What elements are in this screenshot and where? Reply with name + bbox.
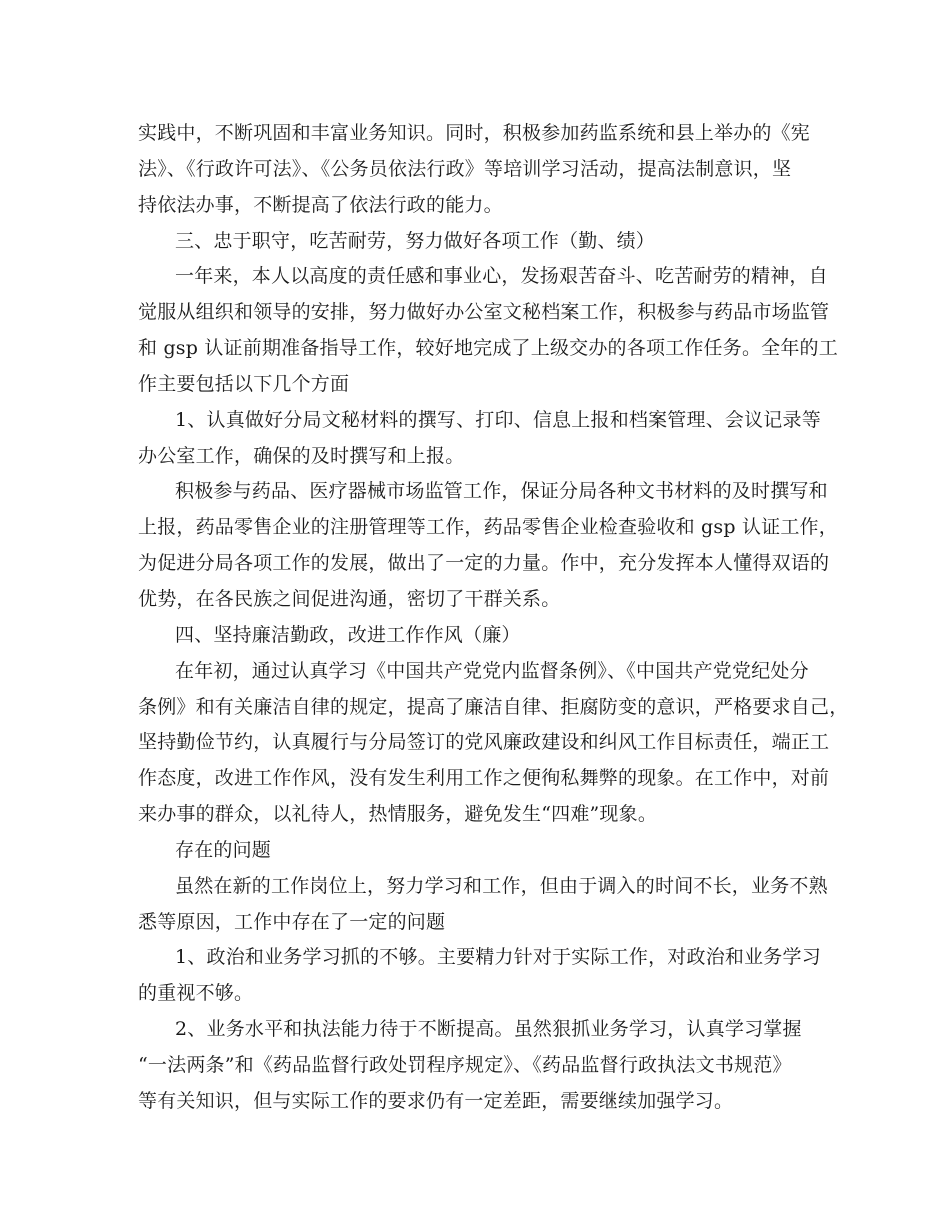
text-line: “一法两条”和《药品监督行政处罚程序规定》、《药品监督行政执法文书规范》	[138, 1053, 792, 1076]
text-line: 和 gsp 认证前期准备指导工作，较好地完成了上级交办的各项工作任务。全年的工	[138, 337, 838, 360]
text-line: 上报，药品零售企业的注册管理等工作，药品零售企业检查验收和 gsp 认证工作，	[138, 516, 838, 539]
text-line: 1、认真做好分局文秘材料的撰写、打印、信息上报和档案管理、会议记录等	[175, 408, 821, 431]
text-line: 四、坚持廉洁勤政，改进工作作风（廉）	[175, 623, 521, 646]
text-line: 一年来，本人以高度的责任感和事业心，发扬艰苦奋斗、吃苦耐劳的精神，自	[175, 265, 828, 288]
text-line: 等有关知识，但与实际工作的要求仍有一定差距，需要继续加强学习。	[138, 1089, 734, 1112]
document-body	[138, 116, 849, 1120]
text-line: 作主要包括以下几个方面	[138, 372, 350, 395]
text-line: 为促进分局各项工作的发展，做出了一定的力量。作中，充分发挥本人懂得双语的	[138, 552, 830, 575]
text-line: 1、政治和业务学习抓的不够。主要精力针对于实际工作，对政治和业务学习	[175, 946, 821, 969]
text-line: 条例》和有关廉洁自律的规定，提高了廉洁自律、拒腐防变的意识，严格要求自己，	[138, 695, 849, 718]
text-line: 坚持勤俭节约，认真履行与分局签订的党风廉政建设和纠风工作目标责任，端正工	[138, 731, 830, 754]
text-line: 实践中，不断巩固和丰富业务知识。同时，积极参加药监系统和县上举办的《宪	[138, 122, 811, 144]
text-line: 积极参与药品、医疗器械市场监管工作，保证分局各种文书材料的及时撰写和	[175, 480, 828, 503]
text-line: 的重视不够。	[138, 982, 254, 1005]
text-line: 持依法办事，不断提高了依法行政的能力。	[138, 193, 503, 216]
text-line: 在年初，通过认真学习《中国共产党党内监督条例》、《中国共产党党纪处分	[175, 659, 809, 682]
text-line: 来办事的群众，以礼待人，热情服务，避免发生“四难”现象。	[138, 803, 658, 826]
text-line: 优势，在各民族之间促进沟通，密切了干群关系。	[138, 587, 561, 610]
text-line: 法》、《行政许可法》、《公务员依法行政》等培训学习活动，提高法制意识，坚	[138, 157, 792, 180]
text-line: 悉等原因，工作中存在了一定的问题	[138, 910, 446, 933]
text-line: 2、业务水平和执法能力待于不断提高。虽然狠抓业务学习，认真学习掌握	[175, 1018, 802, 1041]
text-line: 作态度，改进工作作风，没有发生利用工作之便徇私舞弊的现象。在工作中，对前	[138, 767, 830, 790]
text-line: 虽然在新的工作岗位上，努力学习和工作，但由于调入的时间不长，业务不熟	[175, 874, 828, 897]
text-line: 办公室工作，确保的及时撰写和上报。	[138, 444, 465, 467]
text-line: 三、忠于职守，吃苦耐劳，努力做好各项工作（勤、绩）	[175, 229, 656, 252]
text-line: 存在的问题	[175, 838, 272, 861]
text-line: 觉服从组织和领导的安排，努力做好办公室文秘档案工作，积极参与药品市场监管	[138, 301, 830, 324]
